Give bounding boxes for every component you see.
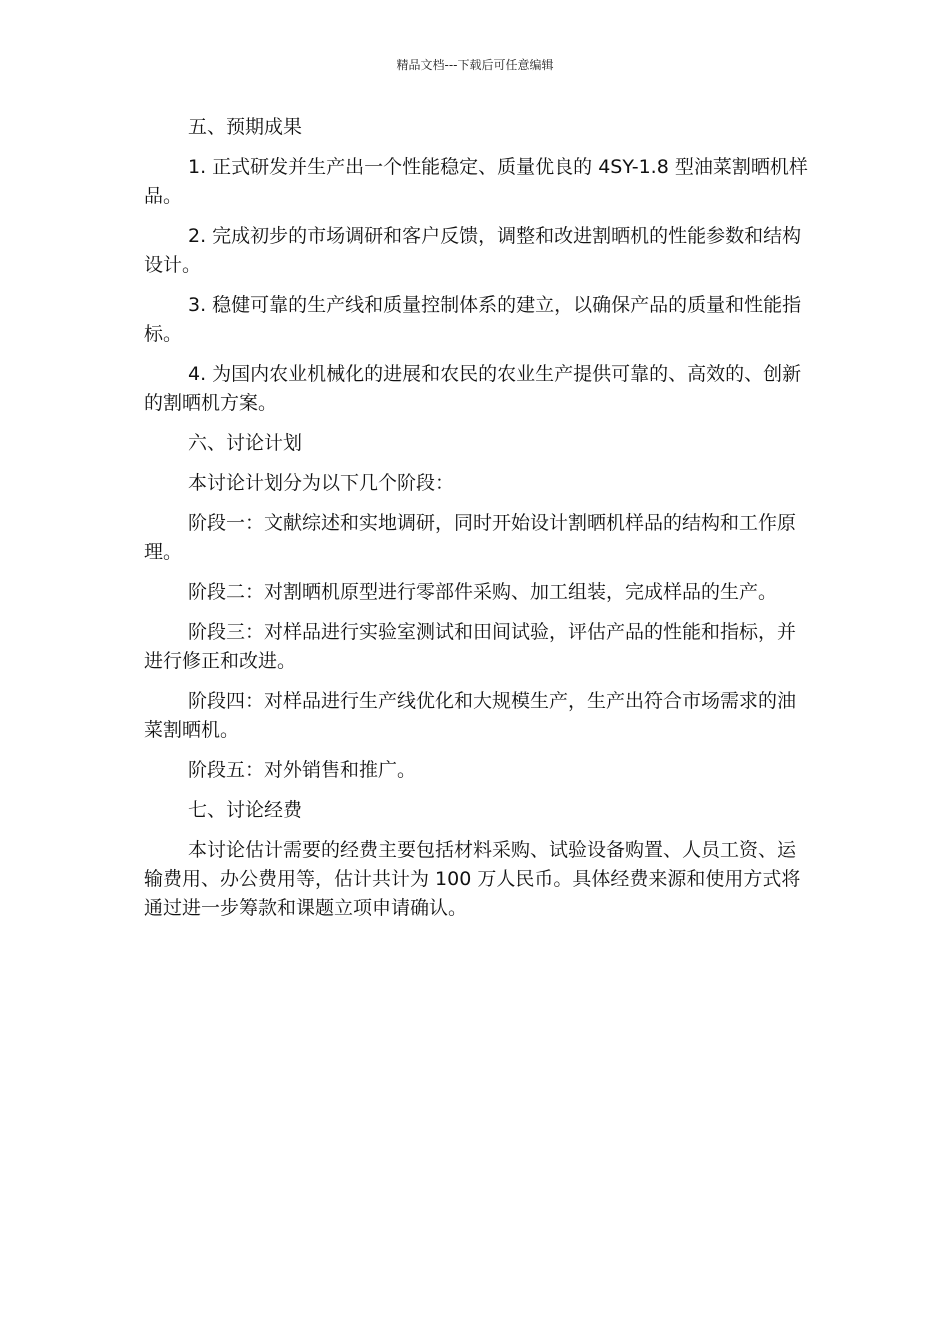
section-heading-research-plan: 六、讨论计划 (188, 432, 303, 454)
paragraph-stage-3: 阶段三：对样品进行实验室测试和田间试验，评估产品的性能和指标，并进行修正和改进。 (144, 621, 797, 672)
paragraph-result-3: 3. 稳健可靠的生产线和质量控制体系的建立，以确保产品的质量和性能指标。 (144, 294, 802, 345)
paragraph-result-2: 2. 完成初步的市场调研和客户反馈，调整和改进割晒机的性能参数和结构设计。 (144, 225, 802, 276)
section-heading-expected-results: 五、预期成果 (188, 116, 303, 138)
document-body (144, 113, 808, 934)
paragraph-stage-1: 阶段一：文献综述和实地调研，同时开始设计割晒机样品的结构和工作原理。 (144, 512, 797, 563)
paragraph-result-1: 1. 正式研发并生产出一个性能稳定、质量优良的 4SY-1.8 型油菜割晒机样品。 (144, 156, 808, 207)
paragraph-stage-5: 阶段五：对外销售和推广。 (188, 759, 417, 781)
section-heading-budget: 七、讨论经费 (188, 799, 303, 821)
paragraph-stage-2: 阶段二：对割晒机原型进行零部件采购、加工组装，完成样品的生产。 (188, 581, 778, 603)
paragraph-budget: 本讨论估计需要的经费主要包括材料采购、试验设备购置、人员工资、运输费用、办公费用等，估计共计为 100 万人民币。具体经费来源和使用方式将通过进一步筹款和课题立项申请确认。 (144, 839, 801, 919)
paragraph-result-4: 4. 为国内农业机械化的进展和农民的农业生产提供可靠的、高效的、创新的割晒机方案。 (144, 363, 802, 414)
page-header: 精品文档---下载后可任意编辑 (396, 58, 554, 72)
paragraph-stage-4: 阶段四：对样品进行生产线优化和大规模生产，生产出符合市场需求的油菜割晒机。 (144, 690, 797, 741)
paragraph-plan-intro: 本讨论计划分为以下几个阶段： (188, 472, 455, 494)
